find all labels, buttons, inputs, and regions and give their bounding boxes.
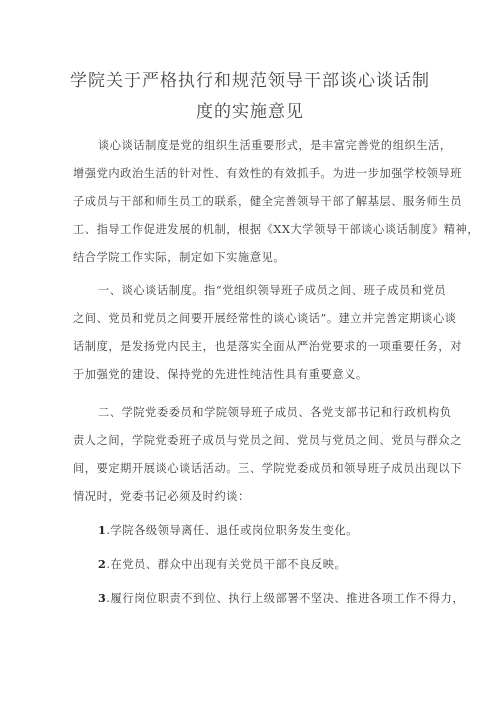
paragraph-line: 二、学院党委委员和学院领导班子成员、各党支部书记和行政机构负 bbox=[98, 406, 452, 419]
list-item-text: .学院各级领导离任、退任或岗位职务发生变化。 bbox=[106, 524, 359, 537]
paragraph-line: 间，要定期开展谈心谈话活动。三、学院党委成员和领导班子成员出现以下 bbox=[73, 462, 462, 475]
paragraph-line: 谈心谈话制度是党的组织生活重要形式，是丰富完善党的组织生活， bbox=[98, 139, 452, 152]
list-item-text: .履行岗位职责不到位、执行上级部署不坚决、推进各项工作不得力， bbox=[106, 592, 465, 605]
paragraph-line: 一、谈心谈话制度。指“党组织领导班子成员之间、班子成员和党员 bbox=[98, 284, 447, 297]
list-item bbox=[98, 590, 464, 606]
paragraph-line: 于加强党的建设、保持党的先进性纯洁性具有重要意义。 bbox=[73, 368, 368, 381]
list-item-number: 1 bbox=[98, 523, 107, 537]
list-item-text: .在党员、群众中出现有关党员干部不良反映。 bbox=[106, 558, 347, 571]
paragraph-line: 增强党内政治生活的针对性、有效性的有效抓手。为进一步加强学校领导班 bbox=[73, 167, 462, 180]
paragraph-line: 之间、党员和党员之间要开展经常性的谈心谈话”。建立并完善定期谈心谈 bbox=[73, 312, 457, 325]
paragraph-line: 责人之间，学院党委班子成员与党员之间、党员与党员之间、党员与群众之 bbox=[73, 434, 462, 447]
list-item bbox=[98, 556, 346, 572]
paragraph-line: 情况时，党委书记必须及时约谈： bbox=[73, 490, 250, 503]
paragraph-line: 子成员与干部和师生员工的联系，健全完善领导干部了解基层、服务师生员 bbox=[73, 195, 462, 208]
list-item-number: 3 bbox=[98, 591, 107, 605]
document-title-line-2: 度的实施意见 bbox=[196, 102, 304, 122]
paragraph-line: 工、指导工作促进发展的机制，根据《XX大学领导干部谈心谈话制度》精神， bbox=[73, 223, 480, 236]
list-item-number: 2 bbox=[98, 557, 107, 571]
paragraph-line: 话制度，是发扬党内民主，也是落实全面从严治党要求的一项重要任务，对 bbox=[73, 340, 462, 353]
document-title-line-1: 学院关于严格执行和规范领导干部谈心谈话制 bbox=[70, 71, 430, 91]
paragraph-line: 结合学院工作实际，制定如下实施意见。 bbox=[73, 251, 286, 264]
list-item bbox=[98, 522, 358, 538]
